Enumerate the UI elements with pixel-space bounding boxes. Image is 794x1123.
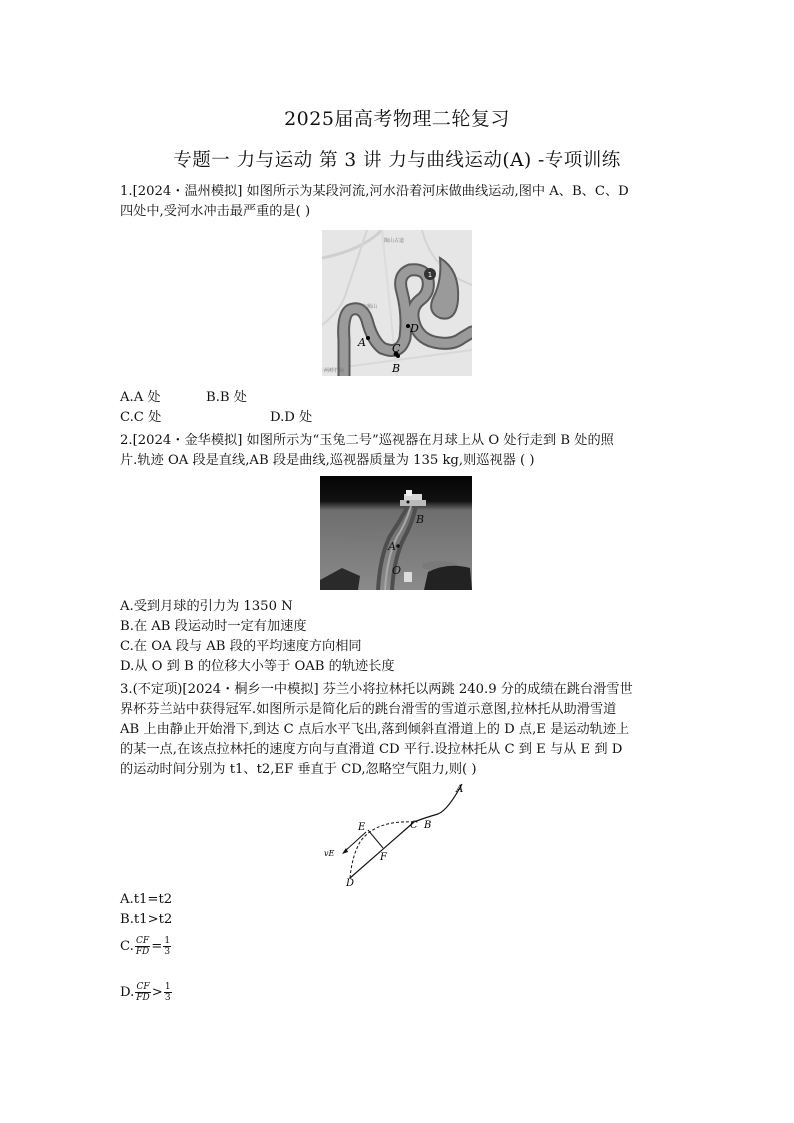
svg-text:陶山古道: 陶山古道 <box>384 238 405 244</box>
document-title: 2025届高考物理二轮复习 <box>284 108 510 130</box>
svg-text:C: C <box>410 820 418 831</box>
q1-stem-line1: 1.[2024・温州模拟] 如图所示为某段河流,河水沿着河床做曲线运动,图中 A、B、C、D <box>120 184 629 199</box>
q1-option-d[interactable]: D.D 处 <box>270 410 313 425</box>
q1-option-a[interactable]: A.A 处 <box>120 390 161 405</box>
map-label-c: C <box>392 342 401 355</box>
q3-stem-line2: 界杯芬兰站中获得冠军.如图所示是简化后的跳台滑雪的雪道示意图,拉林托从助滑雪道 <box>120 702 617 717</box>
q2-stem-line1: 2.[2024・金华模拟] 如图所示为“玉兔二号”巡视器在月球上从 O 处行走到 B 处的照 <box>120 433 614 448</box>
svg-text:A: A <box>456 784 464 795</box>
fraction-cf-fd: $\frac{CF}{FD}$ <box>135 936 150 957</box>
river-map-figure <box>322 230 472 376</box>
fraction-one-third: $\frac{1}{3}$ <box>164 982 171 1003</box>
q3-stem-line5: 的运动时间分别为 t1、t2,EF 垂直于 CD,忽略空气阻力,则( ) <box>120 762 477 777</box>
in-run-track <box>414 784 462 822</box>
svg-text:F: F <box>380 852 387 863</box>
q1-option-b[interactable]: B.B 处 <box>206 390 247 405</box>
q2-option-c[interactable]: C.在 OA 段与 AB 段的平均速度方向相同 <box>120 639 362 654</box>
fraction-cf-fd: $\frac{CF}{FD}$ <box>136 982 150 1003</box>
q3-stem-line3: AB 上由静止开始滑下,到达 C 点后水平飞出,落到倾斜直滑道上的 D 点,E 是运动轨迹上 <box>120 722 630 737</box>
q1-stem-line2: 四处中,受河水冲击最严重的是( ) <box>120 204 311 219</box>
q2-option-a[interactable]: A.受到月球的引力为 1350 N <box>120 599 293 614</box>
svg-text:D: D <box>346 878 355 889</box>
velocity-arrow-ve <box>344 832 366 852</box>
svg-text:vE: vE <box>324 849 335 858</box>
q2-option-d[interactable]: D.从 O 到 B 的位移大小等于 OAB 的轨迹长度 <box>120 659 395 674</box>
photo-label-b: B <box>416 513 425 526</box>
svg-text:1: 1 <box>427 271 433 279</box>
ski-jump-diagram <box>320 780 480 890</box>
q2-stem-line2: 片.轨迹 OA 段是直线,AB 段是曲线,巡视器质量为 135 kg,则巡视器 ( ) <box>120 453 535 468</box>
moon-rover-photo <box>320 476 472 590</box>
q3-option-c[interactable]: C. $\frac{CF}{FD}$ = $\frac{1}{3}$ <box>120 936 171 957</box>
q1-option-c[interactable]: C.C 处 <box>120 410 162 425</box>
svg-text:龟额山: 龟额山 <box>362 304 378 310</box>
photo-label-a: A <box>388 540 396 553</box>
q3-option-a[interactable]: A.t1=t2 <box>120 892 173 907</box>
map-label-b: B <box>392 362 401 375</box>
photo-label-o: O <box>392 564 402 577</box>
q3-stem-line1: 3.(不定项)[2024・桐乡一中模拟] 芬兰小将拉林托以两跳 240.9 分的成绩在跳台滑雪世 <box>120 682 633 697</box>
q3-option-b[interactable]: B.t1>t2 <box>120 912 173 927</box>
map-label-a: A <box>358 336 366 349</box>
q2-option-b[interactable]: B.在 AB 段运动时一定有加速度 <box>120 619 307 634</box>
segment-ef <box>368 830 383 848</box>
svg-text:B: B <box>424 820 432 831</box>
svg-text:E: E <box>358 822 366 833</box>
document-subtitle: 专题一 力与运动 第 3 讲 力与曲线运动(A) -专项训练 <box>173 150 621 171</box>
svg-text:两岭石脑: 两岭石脑 <box>324 368 345 374</box>
fraction-one-third: $\frac{1}{3}$ <box>164 936 171 957</box>
q3-option-d[interactable]: D. $\frac{CF}{FD}$ > $\frac{1}{3}$ <box>120 982 171 1003</box>
map-label-d: D <box>410 322 419 335</box>
q3-stem-line4: 的某一点,在该点拉林托的速度方向与直滑道 CD 平行.设拉林托从 C 到 E 与从 E 到 D <box>120 742 623 757</box>
